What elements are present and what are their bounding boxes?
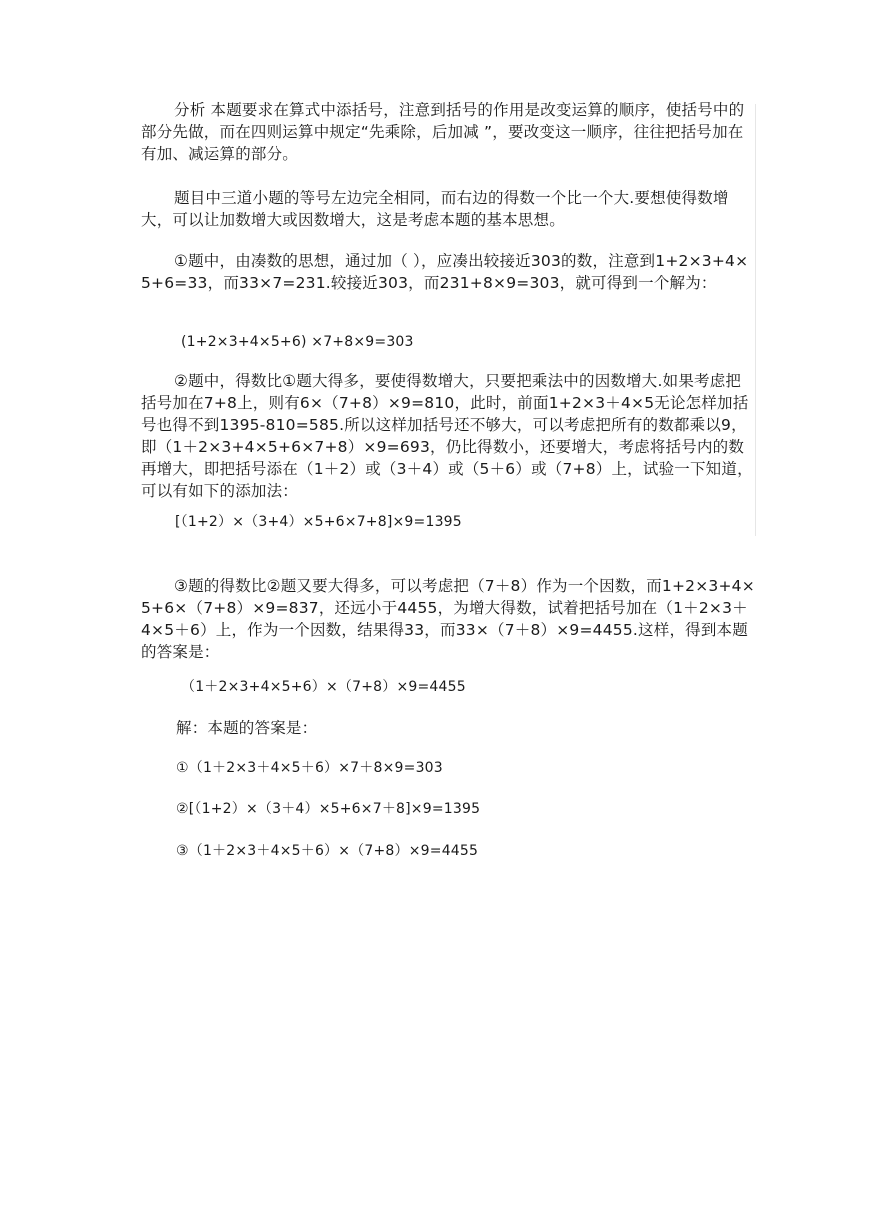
formula-part1: (1+2×3+4×5+6) ×7+8×9=303	[181, 334, 414, 350]
analysis-paragraph-part1: ①题中，由凑数的思想，通过加（ ），应凑出较接近303的数，注意到1+2×3+4×5+6=33，而33×7=231.较接近303，而231+8×9=303，就可得到一个解为：	[141, 252, 749, 292]
solution-answer-2: ②[（1+2）×（3＋4）×5+6×7＋8]×9=1395	[176, 801, 481, 817]
solution-answer-1: ①（1＋2×3＋4×5＋6）×7＋8×9=303	[176, 760, 443, 776]
formula-part3: （1＋2×3+4×5+6）×（7+8）×9=4455	[181, 679, 466, 695]
solution-heading: 解：本题的答案是：	[176, 719, 318, 737]
solution-answer-3: ③（1＋2×3＋4×5＋6）×（7+8）×9=4455	[176, 843, 479, 859]
analysis-paragraph-intro: 分析 本题要求在算式中添括号，注意到括号的作用是改变运算的顺序，使括号中的部分先做，而在四则运算中规定“先乘除，后加减 ”，要改变这一顺序，往往把括号加在有加、减运算的部分。	[141, 101, 745, 163]
scan-edge-line	[755, 104, 756, 536]
analysis-paragraph-part3: ③题的得数比②题又要大得多，可以考虑把（7＋8）作为一个因数，而1+2×3+4×5+6×（7+8）×9=837，还远小于4455，为增大得数，试着把括号加在（1＋2×3＋4×5＋6）上，作为一个因数，结果得33，而33×（7＋8）×9=4455.这样，得到本题的答案是：	[141, 577, 755, 661]
analysis-paragraph-idea: 题目中三道小题的等号左边完全相同，而右边的得数一个比一个大.要想使得数增大，可以让加数增大或因数增大，这是考虑本题的基本思想。	[141, 189, 729, 229]
formula-part2: [（1+2）×（3+4）×5+6×7+8]×9=1395	[175, 514, 462, 530]
analysis-paragraph-part2: ②题中，得数比①题大得多，要使得数增大，只要把乘法中的因数增大.如果考虑把括号加在7+8上，则有6×（7+8）×9=810，此时，前面1+2×3＋4×5无论怎样加括号也得不到1395-810=585.所以这样加括号还不够大，可以考虑把所有的数都乘以9，即（1＋2×3+4×5+6×7+8）×9=693，仍比得数小，还要增大，考虑将括号内的数再增大，即把括号添在（1＋2）或（3＋4）或（5＋6）或（7+8）上，试验一下知道，可以有如下的添加法：	[141, 372, 753, 500]
